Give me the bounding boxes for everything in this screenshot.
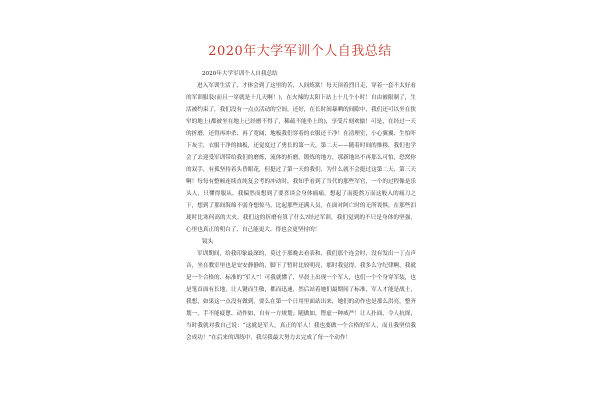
document-body bbox=[186, 68, 416, 344]
body-paragraph: 军训期间，给我印象最深的，莫过于那晚去看表和、我们那个连会时，没有发出一丁点声音，坐在教室里也是安安静静的，脚下了暂时比较明亮，那时我觉得，我多么守纪律啊，我就是一个合格的、标准的“军人”！可我就懂了，早晨上出现一个军人，也们一个个身穿军装，也是笔首面有长地，让人键而生敬，都而迅速，然后站着她们最期间了标准，军人才能是战士，我想，如果这一点没有做到，要么在第一个日用里面站出来，她们的动作也是那么洪亮，整齐划一，手不能疲惫、动作如，自有一方规划；随做如，铿虚一种威严！让人扑面，令人抗探，当时我就对我自己说：“这就是军人，真正的军人！我也要做一个合格的军人，而且我坚信我会成功！”在后来的训练中，我尽我最大努力去完成了每一个动作！ bbox=[186, 251, 416, 341]
body-paragraph: 进入军训生活了，才体会到了这里的苦，人间炼狱！每天顶着烈日走，穿着一套不太好看的军训服装(而且一穿就是十几天啊！)，在火辣的太阳下站上十几个小时！自由被限制了，生活被约束了，我们没有一点点活动的空间。还好，在长时间暴晒的间隙中，我们还可以坐在狭窄的地上(都被坐在地上已经磨不得了，稀疏不能坐上的)，享受片刻欢愉！可是，在经过一天的折磨，还得再冲杀、再了宽阔，地板我们穿着的衣服还干净！在清理室，小心翼翼、生怕吓下灰尘，衣服干净的抽板，还觉度过了勇长的第一天，第二天——随着时间的推移，我们也学会了去迎受军训带给我们的磨炼，流体的折磨，锻炼的地方，那新地出不再那么可怕，恐窝你的双手，有孤坚持着头昏眼花，但挺过了第一天的我们，为什么就不会挺过这第二天、第三天啊！每每有整顿连续直纯复会考的冲动时，我知乎看到了当代的那些军官，一个的过程像是乐头人，只懂得服从，我偏然而想到了要喜谈会身体痛痛，想起了而挺熬万而这般入的痛刀之下，想到了那间海绵不弱身想惊马，比起那些还满人员，在面对阿亡时的无所畏惧，在那些泪珑时比寒何高的大火，我们这的折磨有算了什么?经过军训，我们觉到的不只是身体的坚强，心里也真正的明白了，自己能更大、得也会更坚持的！ bbox=[186, 83, 416, 233]
section-heading: 镜头 bbox=[202, 239, 214, 245]
document-subtitle: 2020年大学军训个人自我总结 bbox=[202, 71, 278, 77]
document-title: 2020年大学军训个人自我总结 bbox=[208, 44, 392, 59]
